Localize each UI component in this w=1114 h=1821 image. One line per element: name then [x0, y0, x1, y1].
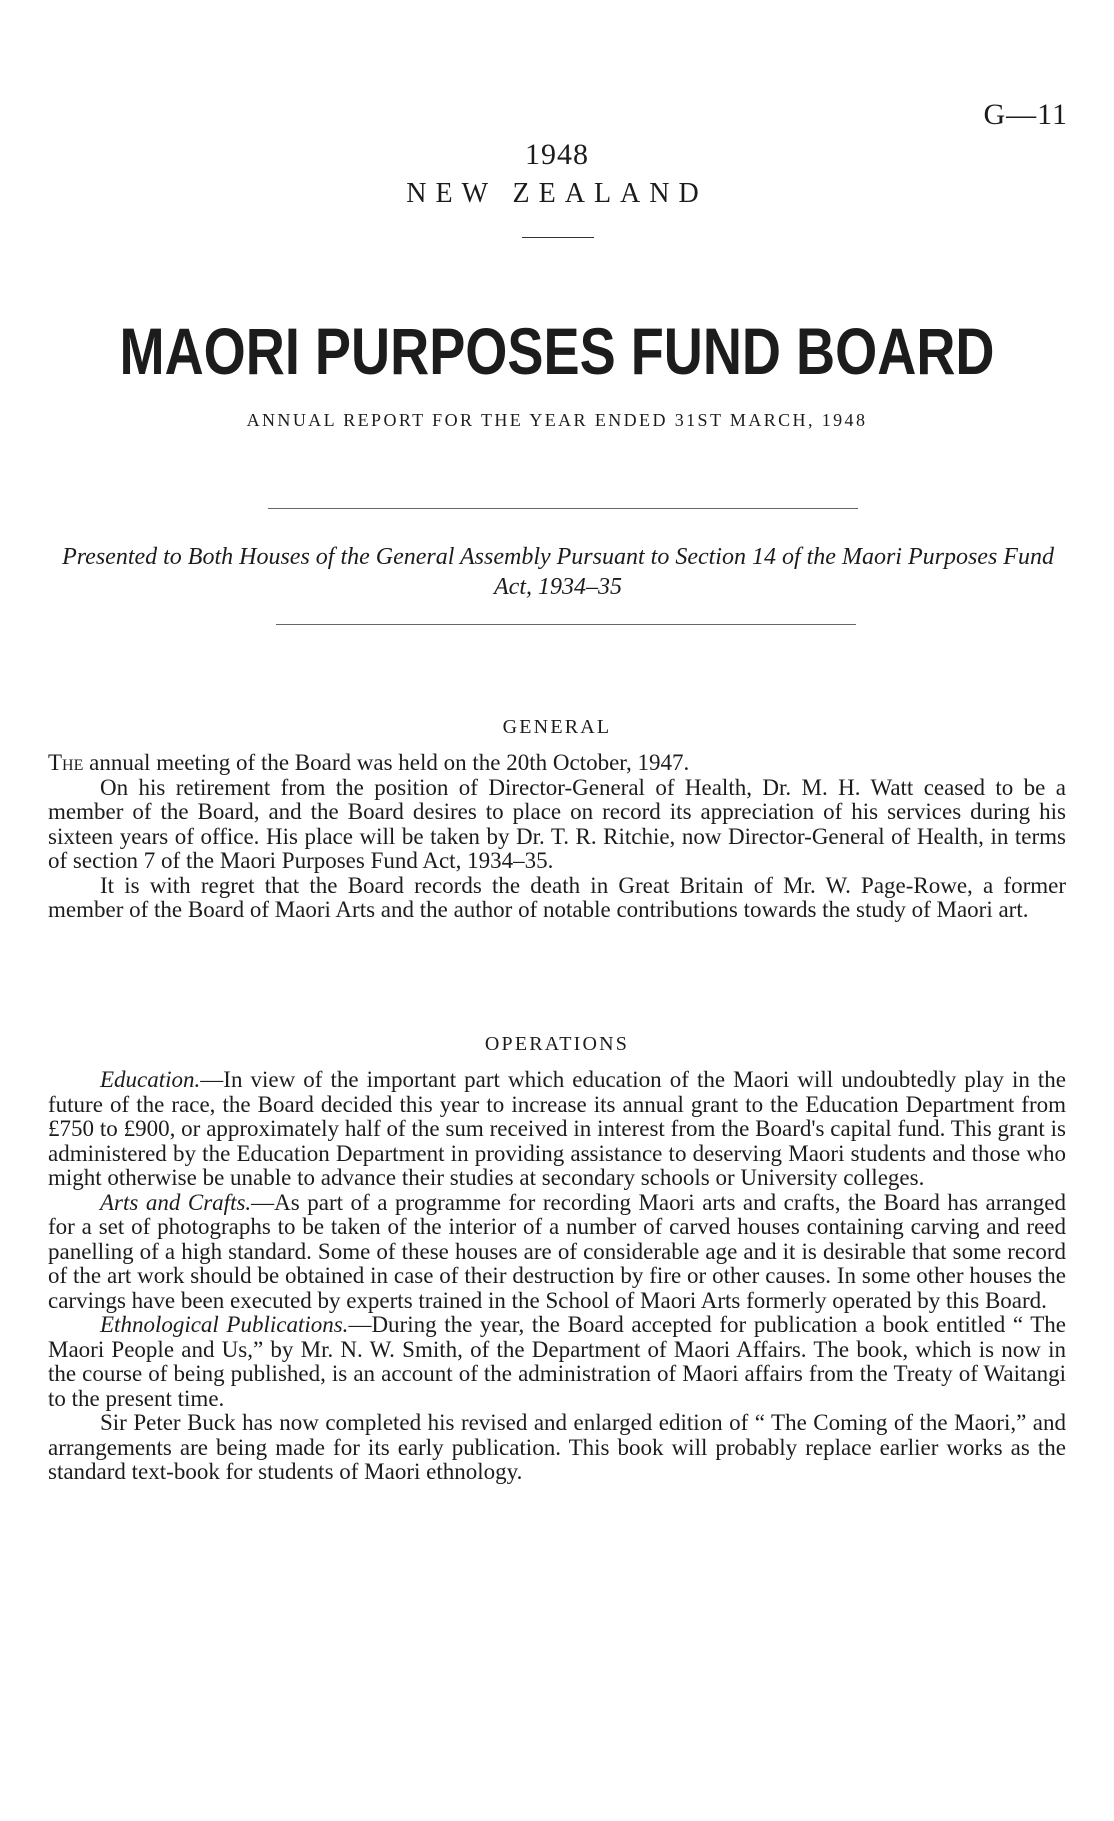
paragraph-text: —As part of a programme for recording Maori arts and crafts, the Board has arranged for a set of photographs to be taken of the interior of a number of carved houses containing carving and reed panelling of a high standard. Some of these houses are of considerable age and it is desirable that some record of the art work should be obtained in case of their destruction by fire or other causes. In some other houses the carvings have been executed by experts trained in the School of Maori Arts formerly operated by this Board. — [48, 1189, 1066, 1313]
paragraph — [48, 1068, 1066, 1191]
presented-statement: Presented to Both Houses of the General Assembly Pursuant to Section 14 of the Maori Purposes Fund Act, 1934–35 — [62, 544, 1054, 600]
paragraph-text: —In view of the important part which education of the Maori will undoubtedly play in the future of the race, the Board decided this year to increase its annual grant to the Education Department from £750 to £900, or approximately half of the sum received in interest from the Board's capital fund. This grant is administered by the Education Department in providing assistance to deserving Maori students and those who might otherwise be unable to advance their studies at secondary schools or University colleges. — [48, 1067, 1066, 1190]
document-code: G—11 — [983, 98, 1068, 131]
country-name: NEW ZEALAND — [406, 178, 708, 209]
paragraph — [48, 1313, 1066, 1411]
subsection-title: Ethnological Publications. — [100, 1312, 349, 1337]
section-heading-operations: OPERATIONS — [484, 1033, 630, 1055]
report-subtitle: ANNUAL REPORT FOR THE YEAR ENDED 31ST MARCH, 1948 — [246, 410, 868, 430]
page-title: MAORI PURPOSES FUND BOARD — [119, 314, 995, 388]
subsection-title: Education. — [100, 1067, 201, 1092]
paragraph: Sir Peter Buck has now completed his revised and enlarged edition of “ The Coming of the Maori,” and arrangements are being made for its early publication. This book will probably replace earlier works as the standard text-book for students of Maori ethnology. — [48, 1410, 1066, 1484]
divider-rule — [268, 508, 858, 509]
paragraph-text: —During the year, the Board accepted for publication a book entitled “ The Maori People and Us,” by Mr. N. W. Smith, of the Department of Maori Affairs. The book, which is now in the course of being published, is an account of the administration of Maori affairs from the Treaty of Waitangi to the present time. — [48, 1312, 1066, 1411]
subsection-title: Arts and Crafts. — [100, 1189, 252, 1215]
paragraph: On his retirement from the position of Director-General of Health, Dr. M. H. Watt ceased to be a member of the Board, and the Board desires to place on record its appreciation of his services during his sixteen years of office. His place will be taken by Dr. T. R. Ritchie, now Director-General of Health, in terms of section 7 of the Maori Purposes Fund Act, 1934–35. — [48, 774, 1066, 873]
divider-rule — [522, 237, 594, 238]
document-year: 1948 — [525, 138, 589, 171]
paragraph-text: annual meeting of the Board was held on the 20th October, 1947. — [83, 750, 690, 775]
section-heading-general: GENERAL — [502, 716, 612, 738]
paragraph — [48, 751, 1066, 776]
operations-section — [48, 1068, 1066, 1485]
paragraph — [48, 1191, 1066, 1314]
paragraph: It is with regret that the Board records the death in Great Britain of Mr. W. Page-Rowe, a former member of the Board of Maori Arts and the author of notable contributions towards the study of Maori art. — [48, 872, 1066, 922]
general-section — [48, 751, 1066, 923]
paragraph-lead: The — [48, 750, 84, 775]
divider-rule — [276, 624, 856, 625]
